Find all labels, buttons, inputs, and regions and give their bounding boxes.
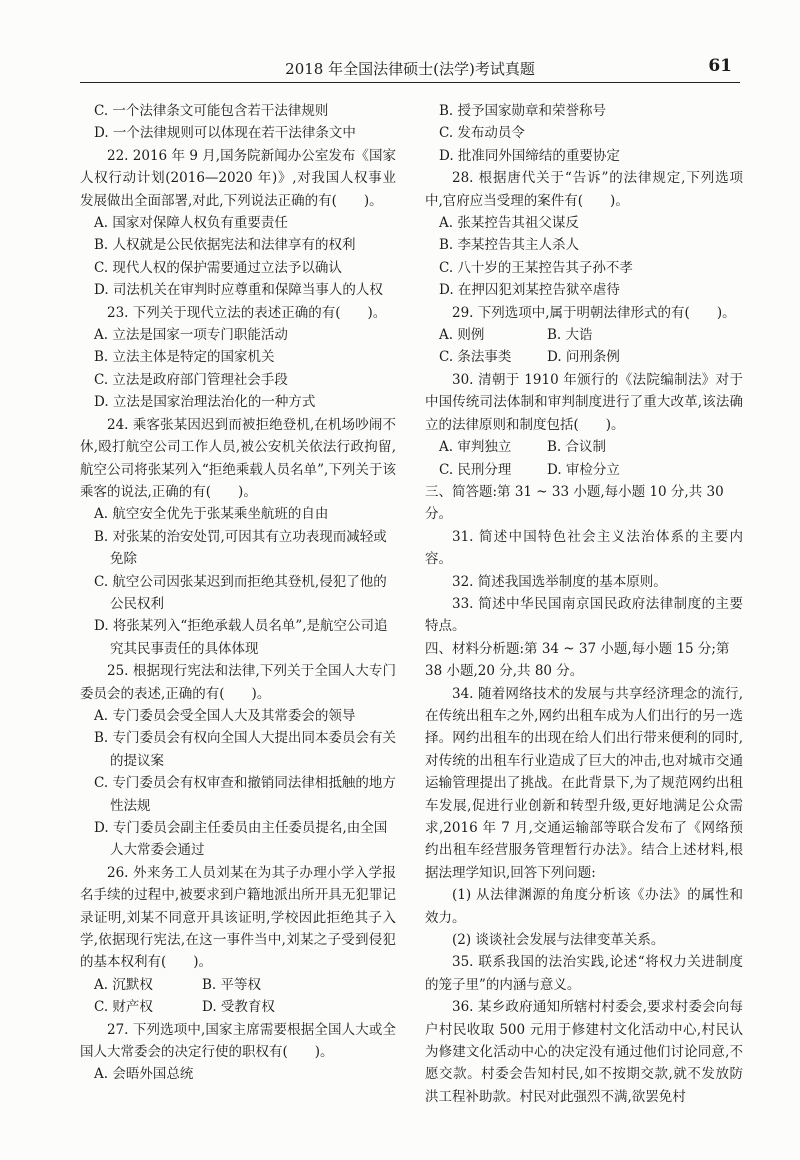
option: A. 航空安全优先于张某乘坐航班的自由 [94, 506, 329, 523]
option: D. 专门委员会副主任委员由主任委员提名,由全国人大常委会通过 [94, 820, 388, 859]
option: A. 张某控告其祖父谋反 [439, 215, 579, 232]
question-text: 27. 下列选项中,国家主席需要根据全国人大或全国人大常委会的决定行使的职权有( )。 [80, 1021, 396, 1061]
question-text: 36. 某乡政府通知所辖村村委会,要求村委会向每户村民收取 500 元用于修建村文化活动中心,村民认为修建文化活动中心的决定没有通过他们讨论同意,不愿交款。村委会告知村民,如不按期交款,就不发放防洪工程补助款。村民对此强烈不满,欲罢免村 [425, 999, 743, 1105]
option: A. 会晤外国总统 [94, 1066, 194, 1083]
option: C. 发布动员令 [439, 125, 525, 142]
option: B. 李某控告其主人杀人 [439, 237, 580, 254]
option: A. 则例 [439, 327, 485, 344]
option: D. 在押囚犯刘某控告狱卒虐待 [439, 282, 620, 299]
page-header [80, 52, 740, 83]
option: B. 专门委员会有权向全国人大提出同本委员会有关的提议案 [94, 730, 397, 769]
option: C. 条法事类 [439, 349, 512, 366]
option: C. 财产权 [94, 999, 153, 1016]
option: D. 立法是国家治理法治化的一种方式 [94, 394, 316, 411]
option: C. 一个法律条文可能包含若干法律规则 [94, 103, 329, 119]
option: C. 现代人权的保护需要通过立法予以确认 [94, 259, 342, 276]
option: D. 将张某列入“拒绝承载人员名单”,是航空公司追究其民事责任的具体体现 [94, 618, 388, 657]
option: A. 立法是国家一项专门职能活动 [94, 327, 288, 344]
question-text: 34. 随着网络技术的发展与共享经济理念的流行,在传统出租车之外,网约出租车成为人们出行的另一选择。网约出租车的出现在给人们出行带来便利的同时,对传统的出租车行业造成了巨大的冲击,也对城市交通运输管理提出了挑战。在此背景下,为了规范网约出租车发展,促进行业创新和转型升级,更好地满足公众需求,2016 年 7 月,交通运输部等联合发布了《网络预约出租车经营服务管理暂行办法》。结合上述材料,根据法理学知识,回答下列问题: [425, 685, 743, 881]
question-text: 26. 外来务工人员刘某在为其子办理小学入学报名手续的过程中,被要求到户籍地派出所开具无犯罪记录证明,刘某不同意开具该证明,学校因此拒绝其子入学,依据现行宪法,在这一事件当中,刘某之子受到侵犯的基本权利有( )。 [80, 864, 396, 971]
option: A. 专门委员会受全国人大及其常委会的领导 [94, 707, 356, 724]
question-text: 32. 简述我国选举制度的基本原则。 [452, 573, 667, 590]
option: B. 对张某的治安处罚,可因其有立功表现而减轻或免除 [94, 528, 387, 568]
question-text: 31. 简述中国特色社会主义法治体系的主要内容。 [425, 528, 743, 568]
option: D. 司法机关在审判时应尊重和保障当事人的人权 [94, 282, 383, 299]
option: B. 平等权 [202, 976, 262, 993]
question-text: 29. 下列选项中,属于明朝法律形式的有( )。 [452, 304, 736, 321]
question-text: (2) 谈谈社会发展与法律变革关系。 [452, 932, 665, 949]
option-pair [425, 324, 743, 346]
section-heading: 三、简答题:第 31 ~ 33 小题,每小题 10 分,共 30 分。 [425, 483, 724, 523]
option: D. 问刑条例 [547, 349, 620, 366]
option-pair [80, 996, 396, 1018]
option-pair [80, 974, 396, 996]
question-text: 28. 根据唐代关于“告诉”的法律规定,下列选项中,官府应当受理的案件有( )。 [425, 170, 743, 209]
option: C. 民刑分理 [439, 461, 512, 478]
option: B. 立法主体是特定的国家机关 [94, 349, 275, 366]
option-pair [425, 459, 743, 481]
option: A. 国家对保障人权负有重要责任 [94, 215, 288, 232]
question-text: (1) 从法律渊源的角度分析该《办法》的属性和效力。 [425, 887, 743, 926]
option: A. 审判独立 [439, 439, 512, 456]
right-column [425, 100, 743, 1108]
option: B. 合议制 [547, 439, 607, 456]
option: C. 八十岁的王某控告其子孙不孝 [439, 259, 633, 276]
option: B. 人权就是公民依据宪法和法律享有的权利 [94, 237, 356, 254]
option: B. 授予国家勋章和荣誉称号 [439, 103, 607, 119]
left-column [80, 100, 396, 1086]
question-text: 22. 2016 年 9 月,国务院新闻办公室发布《国家人权行动计划(2016—2020 年)》,对我国人权事业发展做出全面部署,对此,下列说法正确的有( )。 [80, 147, 396, 209]
option-pair [425, 436, 743, 458]
question-text: 35. 联系我国的法治实践,论述“将权力关进制度的笼子里”的内涵与意义。 [425, 954, 743, 993]
question-text: 30. 清朝于 1910 年颁行的《法院编制法》对于中国传统司法体制和审判制度进行了重大改革,该法确立的法律原则和制度包括( )。 [425, 371, 743, 433]
question-text: 33. 简述中华民国南京国民政府法律制度的主要特点。 [425, 595, 743, 635]
option: D. 审检分立 [547, 461, 620, 478]
section-heading: 四、材料分析题:第 34 ~ 37 小题,每小题 15 分;第 38 小题,20 分,共 80 分。 [425, 640, 730, 680]
question-text: 24. 乘客张某因迟到而被拒绝登机,在机场吵闹不休,殴打航空公司工作人员,被公安机关依法行政拘留,航空公司将张某列入“拒绝乘载人员名单”,下列关于该乘客的说法,正确的有( )。 [80, 416, 396, 500]
question-text: 25. 根据现行宪法和法律,下列关于全国人大专门委员会的表述,正确的有( )。 [80, 663, 396, 702]
option: D. 受教育权 [202, 999, 275, 1016]
page-number: 61 [708, 56, 732, 76]
header-title: 2018 年全国法律硕士(法学)考试真题 [285, 60, 535, 78]
question-text: 23. 下列关于现代立法的表述正确的有( )。 [107, 304, 387, 321]
option: A. 沉默权 [94, 976, 153, 993]
option: C. 航空公司因张某迟到而拒绝其登机,侵犯了他的公民权利 [94, 573, 387, 612]
option: D. 一个法律规则可以体现在若干法律条文中 [94, 125, 356, 142]
option: C. 立法是政府部门管理社会手段 [94, 371, 288, 388]
option: B. 大诰 [547, 327, 593, 344]
option-pair [425, 346, 743, 368]
option: C. 专门委员会有权审查和撤销同法律相抵触的地方性法规 [94, 775, 396, 814]
option: D. 批准同外国缔结的重要协定 [439, 147, 620, 164]
